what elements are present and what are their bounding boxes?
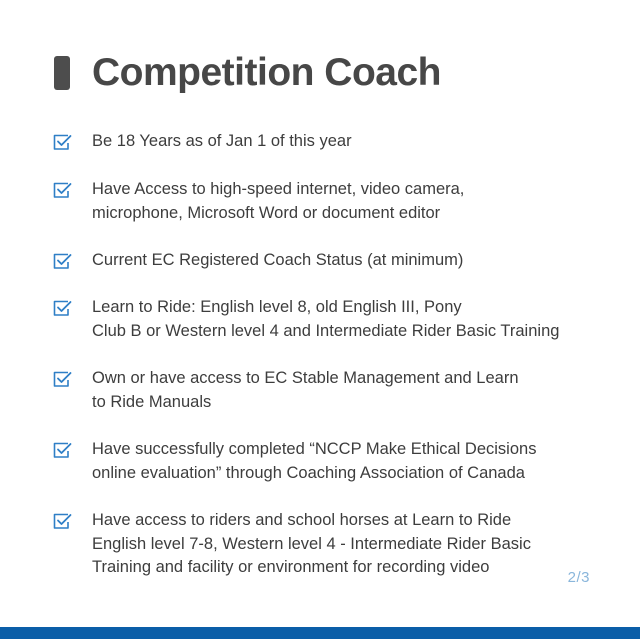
requirement-line: Current EC Registered Coach Status (at minimum) xyxy=(92,251,464,269)
checkbox-checked-icon xyxy=(52,512,72,530)
title-row xyxy=(54,50,441,96)
requirement-text xyxy=(92,130,622,154)
checkbox-checked-icon xyxy=(52,370,72,388)
requirement-line: Club B or Western level 4 and Intermediate Rider Basic Training xyxy=(92,321,560,340)
checkbox-checked-icon xyxy=(52,181,72,199)
requirement-text xyxy=(92,296,622,343)
requirement-text xyxy=(92,438,622,485)
requirement-line: Have access to riders and school horses at Learn to Ride xyxy=(92,511,512,529)
requirement-line: microphone, Microsoft Word or document editor xyxy=(92,203,441,222)
requirement-line: Have Access to high-speed internet, video camera, xyxy=(92,180,465,198)
checkbox-checked-icon xyxy=(52,441,72,459)
requirement-line: English level 7-8, Western level 4 - Intermediate Rider Basic xyxy=(92,534,531,553)
requirement-line: Have successfully completed “NCCP Make Ethical Decisions xyxy=(92,440,537,458)
requirement-line: Own or have access to EC Stable Management and Learn xyxy=(92,369,519,387)
checkbox-checked-icon xyxy=(52,252,72,270)
bottom-accent-bar xyxy=(0,627,640,639)
requirement-text xyxy=(92,509,622,580)
checkbox-checked-icon xyxy=(52,299,72,317)
requirement-text xyxy=(92,249,622,273)
page-indicator: 2/3 xyxy=(567,569,590,586)
title-accent-bar xyxy=(54,56,70,90)
requirement-line: Training and facility or environment for recording video xyxy=(92,558,490,576)
requirement-line: online evaluation” through Coaching Association of Canada xyxy=(92,463,525,482)
requirement-text xyxy=(92,367,622,414)
page-title: Competition Coach xyxy=(92,51,441,94)
requirement-line: Learn to Ride: English level 8, old English III, Pony xyxy=(92,298,462,316)
requirement-text xyxy=(92,178,622,225)
requirement-line: to Ride Manuals xyxy=(92,392,212,411)
checkbox-checked-icon xyxy=(52,133,72,151)
requirement-line: Be 18 Years as of Jan 1 of this year xyxy=(92,132,352,150)
